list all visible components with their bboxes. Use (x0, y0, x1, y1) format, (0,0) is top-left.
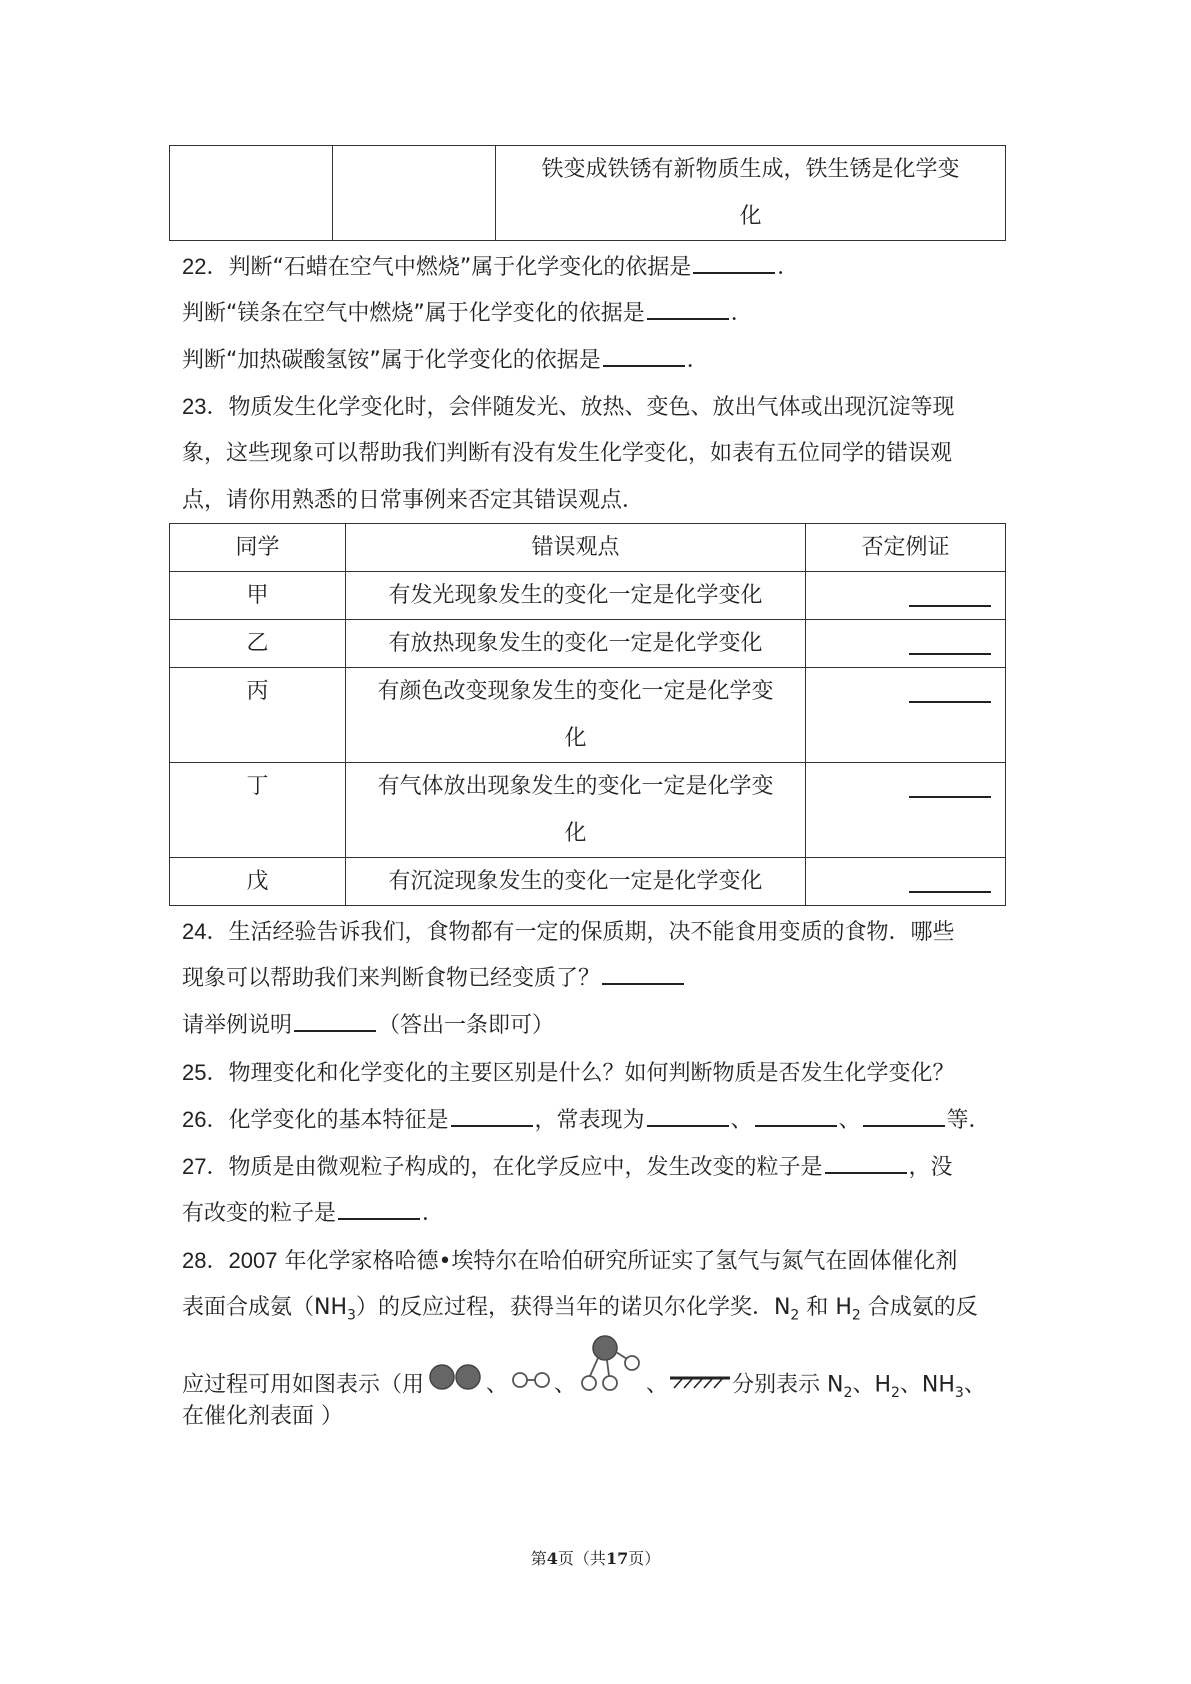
empty-cell (170, 146, 333, 241)
punctuation: 、 (646, 1372, 669, 1398)
answer-blank[interactable] (909, 653, 991, 655)
question-24-line1 (182, 908, 1022, 956)
question-text: 现象可以帮助我们来判断食物已经变质了？ (182, 966, 601, 991)
view-text: 化 (564, 726, 587, 751)
question-text: 应过程可用如图表示（用 (182, 1372, 425, 1398)
question-number: 25． (182, 1060, 229, 1085)
page-total: 17 (605, 1549, 629, 1568)
question-number: 26． (182, 1107, 229, 1132)
punctuation: 、 (838, 1108, 861, 1133)
student-cell: 丙 (170, 668, 346, 763)
punctuation: 、 (554, 1372, 577, 1398)
table-row (170, 572, 1006, 620)
question-text: 、 (963, 1372, 986, 1398)
question-25 (182, 1049, 1022, 1097)
question-24-line3 (182, 1002, 1022, 1049)
table-row (170, 858, 1006, 906)
page-number: 4 (546, 1549, 558, 1568)
subscript: 3 (347, 1307, 356, 1324)
question-text: 年化学家格哈德•埃特尔在哈伯研究所证实了氢气与氮气在固体催化剂 (284, 1249, 958, 1274)
subscript: 2 (890, 1384, 900, 1401)
footer-text: 页（共 (557, 1549, 606, 1568)
cell-text-line: 化 (739, 204, 762, 229)
question-text: 表面合成氨（NH (182, 1295, 348, 1320)
question-text: 物质是由微观粒子构成的，在化学反应中，发生改变的粒子是 (228, 1155, 823, 1180)
question-28-line1 (182, 1237, 1022, 1285)
table-row (170, 668, 1006, 763)
question-text: 点，请你用熟悉的日常事例来否定其错误观点． (182, 488, 645, 513)
table-row (170, 620, 1006, 668)
question-number: 24． (182, 919, 229, 944)
question-text: 化学变化的基本特征是 (228, 1108, 449, 1133)
subscript: 3 (954, 1384, 964, 1401)
punctuation: 、 (730, 1108, 753, 1133)
question-text: 判断“加热碳酸氢铵”属于化学变化的依据是 (182, 348, 601, 373)
question-number: 22． (182, 254, 229, 279)
question-23-line3 (182, 477, 1022, 524)
answer-blank[interactable] (909, 891, 991, 893)
question-text: 合成氨的反 (860, 1295, 978, 1320)
question-26 (182, 1096, 1022, 1144)
question-text: 物质发生化学变化时，会伴随发光、放热、变色、放出气体或出现沉淀等现 (228, 395, 955, 420)
answer-blank[interactable] (825, 1150, 907, 1174)
question-28-line2 (182, 1284, 1022, 1331)
question-number: 23． (182, 394, 229, 419)
continued-table (169, 145, 1006, 241)
question-text: 物理变化和化学变化的主要区别是什么？如何判断物质是否发生化学变化？ (228, 1061, 955, 1086)
view-text: 有沉淀现象发生的变化一定是化学变化 (388, 869, 763, 894)
page-footer (0, 1546, 1191, 1569)
table-header-row (170, 524, 1006, 572)
question-number: 28． (182, 1248, 229, 1273)
empty-cell (333, 146, 496, 241)
question-text: 和 H (799, 1295, 852, 1320)
question-22-line1 (182, 243, 1022, 291)
answer-cell[interactable] (806, 668, 1006, 763)
answer-blank[interactable] (909, 701, 991, 703)
question-text: 生活经验告诉我们，食物都有一定的保质期，决不能食用变质的食物．哪些 (228, 920, 955, 945)
answer-blank[interactable] (909, 605, 991, 607)
student-cell: 甲 (170, 572, 346, 620)
answer-blank[interactable] (647, 296, 729, 320)
view-cell (346, 572, 806, 620)
answer-blank[interactable] (338, 1196, 420, 1220)
footer-text: 第 (530, 1549, 547, 1568)
punctuation: ． (777, 255, 800, 280)
question-text: 请举例说明 (182, 1013, 293, 1038)
question-text: 判断“镁条在空气中燃烧”属于化学变化的依据是 (182, 301, 645, 326)
explanation-cell (496, 146, 1006, 241)
view-text: 有颜色改变现象发生的变化一定是化学变 (377, 679, 774, 704)
question-text: 、H (852, 1372, 891, 1398)
question-24-line2 (182, 955, 1022, 1002)
view-text: 有发光现象发生的变化一定是化学变化 (388, 583, 763, 608)
question-27-line2 (182, 1190, 1022, 1237)
question-22-line3 (182, 337, 1022, 384)
question-text: 有改变的粒子是 (182, 1201, 337, 1226)
question-text: 在催化剂表面 ） (182, 1404, 343, 1429)
answer-blank[interactable] (602, 961, 684, 985)
student-cell: 戊 (170, 858, 346, 906)
question-number: 27． (182, 1154, 229, 1179)
punctuation: 、 (486, 1372, 509, 1398)
view-cell (346, 763, 806, 858)
table-row (170, 763, 1006, 858)
view-text: 化 (564, 821, 587, 846)
answer-blank[interactable] (451, 1103, 533, 1127)
answer-blank[interactable] (693, 250, 775, 274)
student-cell: 丁 (170, 763, 346, 858)
question-23-line1 (182, 383, 1022, 431)
view-text: 有放热现象发生的变化一定是化学变化 (388, 631, 763, 656)
answer-blank[interactable] (647, 1103, 729, 1127)
student-cell: 乙 (170, 620, 346, 668)
question-23-line2 (182, 430, 1022, 477)
question-text: ，常表现为 (534, 1108, 645, 1133)
footer-text: 页） (628, 1549, 661, 1568)
year: 2007 (228, 1248, 278, 1273)
question-text: ，没 (908, 1155, 953, 1180)
question-text: 判断“石蜡在空气中燃烧”属于化学变化的依据是 (228, 255, 692, 280)
column-header: 错误观点 (346, 524, 806, 572)
column-header: 否定例证 (806, 524, 1006, 572)
question-28-line4 (182, 1393, 1022, 1440)
question-text: 等． (946, 1108, 991, 1133)
answer-cell[interactable] (806, 572, 1006, 620)
view-text: 有气体放出现象发生的变化一定是化学变 (377, 774, 774, 799)
question-text: （答出一条即可） (378, 1013, 555, 1038)
misconception-table (169, 523, 1006, 906)
answer-blank[interactable] (909, 796, 991, 798)
view-cell (346, 858, 806, 906)
question-text: 象，这些现象可以帮助我们判断有没有发生化学变化，如表有五位同学的错误观 (182, 441, 953, 466)
table-row (170, 146, 1006, 241)
subscript: 2 (790, 1307, 800, 1324)
answer-blank[interactable] (863, 1103, 945, 1127)
question-22-line2 (182, 290, 1022, 337)
answer-cell[interactable] (806, 620, 1006, 668)
answer-cell[interactable] (806, 763, 1006, 858)
punctuation: ． (730, 301, 753, 326)
question-text: 分别表示 N (732, 1372, 844, 1398)
answer-blank[interactable] (603, 343, 685, 367)
question-text: ）的反应过程，获得当年的诺贝尔化学奖．N (355, 1295, 791, 1320)
subscript: 2 (851, 1307, 861, 1324)
cell-text-line: 铁变成铁锈有新物质生成，铁生锈是化学变 (541, 157, 960, 182)
punctuation: ． (686, 348, 709, 373)
view-cell (346, 620, 806, 668)
view-cell (346, 668, 806, 763)
question-text: 、NH (899, 1372, 955, 1398)
answer-blank[interactable] (755, 1103, 837, 1127)
subscript: 2 (843, 1384, 853, 1401)
answer-blank[interactable] (294, 1008, 376, 1032)
answer-cell[interactable] (806, 858, 1006, 906)
column-header: 同学 (170, 524, 346, 572)
punctuation: ． (422, 1201, 445, 1226)
question-27-line1 (182, 1143, 1022, 1191)
